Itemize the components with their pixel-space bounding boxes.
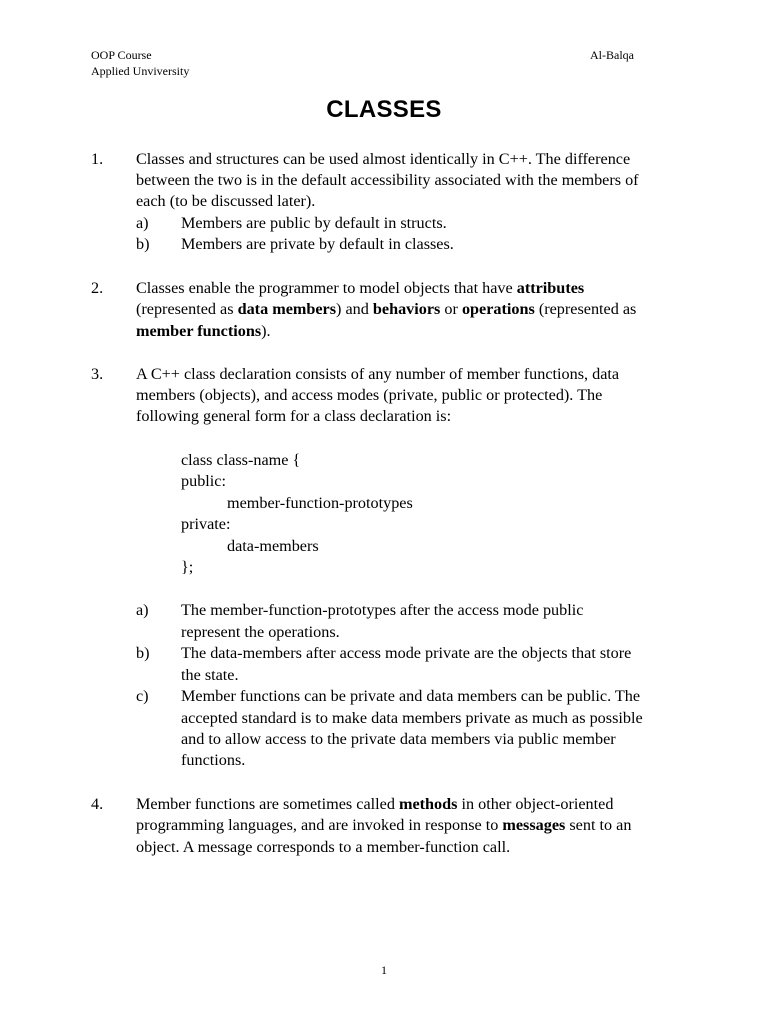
page-number: 1 (381, 963, 387, 977)
bold-term: methods (398, 795, 458, 813)
text-run: Classes enable the programmer to model objects that have (136, 279, 517, 297)
bold-term: attributes (516, 279, 585, 297)
sub-item-text: The member-function-prototypes after the access mode public (181, 601, 584, 619)
item-text-line: object. A message corresponds to a member-function call. (136, 838, 511, 856)
sub-item-label: c) (136, 687, 149, 705)
item-text-line: members (objects), and access modes (private, public or protected). The (136, 386, 603, 404)
text-run: ) and (336, 300, 373, 318)
item-text-line: each (to be discussed later). (136, 192, 316, 210)
sub-item-text: accepted standard is to make data members private as much as possible (181, 709, 643, 727)
item-number: 4. (91, 795, 104, 813)
bold-term: member functions (136, 322, 262, 340)
bold-term: operations (461, 300, 535, 318)
sub-item-text: represent the operations. (181, 623, 340, 641)
code-line: public: (181, 472, 226, 490)
item-number: 1. (91, 150, 104, 168)
text-run: (represented as (136, 300, 238, 318)
sub-item-text: Members are private by default in classes. (181, 235, 454, 253)
header-course: OOP Course (91, 48, 152, 62)
bold-term: behaviors (372, 300, 441, 318)
item-text-line (136, 278, 584, 300)
code-line: data-members (227, 537, 319, 555)
item-text-line: Classes and structures can be used almost identically in C++. The difference (136, 150, 631, 168)
text-run: (represented as (534, 300, 637, 318)
sub-item-text: and to allow access to the private data members via public member (181, 730, 616, 748)
item-number: 3. (91, 365, 104, 383)
code-line: private: (181, 515, 231, 533)
text-run: Member functions are sometimes called (136, 795, 399, 813)
bold-term: data members (237, 300, 337, 318)
sub-item-label: b) (136, 644, 150, 662)
item-text-line (136, 299, 636, 321)
item-text-line (136, 815, 631, 837)
sub-item-label: b) (136, 235, 150, 253)
text-run: programming languages, and are invoked in response to (136, 816, 503, 834)
sub-item-text: Member functions can be private and data members can be public. The (181, 687, 641, 705)
sub-item-text: The data-members after access mode private are the objects that store (181, 644, 632, 662)
item-text-line (136, 794, 613, 816)
sub-item-label: a) (136, 214, 149, 232)
item-text-line (136, 321, 271, 343)
bold-term: messages (502, 816, 566, 834)
item-text-line: A C++ class declaration consists of any number of member functions, data (136, 365, 620, 383)
code-line: }; (181, 558, 194, 576)
text-run: in other object-oriented (457, 795, 614, 813)
sub-item-text: Members are public by default in structs. (181, 214, 447, 232)
sub-item-label: a) (136, 601, 149, 619)
header-university: Applied Unviversity (91, 64, 190, 78)
text-run: sent to an (565, 816, 632, 834)
item-text-line: between the two is in the default accessibility associated with the members of (136, 171, 639, 189)
text-run: ). (261, 322, 271, 340)
code-line: member-function-prototypes (227, 494, 413, 512)
code-line: class class-name { (181, 451, 301, 469)
page-title: CLASSES (326, 96, 442, 123)
sub-item-text: the state. (181, 666, 239, 684)
text-run: or (440, 300, 462, 318)
item-number: 2. (91, 279, 104, 297)
item-text-line: following general form for a class declaration is: (136, 407, 452, 425)
sub-item-text: functions. (181, 751, 246, 769)
header-institution: Al-Balqa (590, 48, 634, 62)
